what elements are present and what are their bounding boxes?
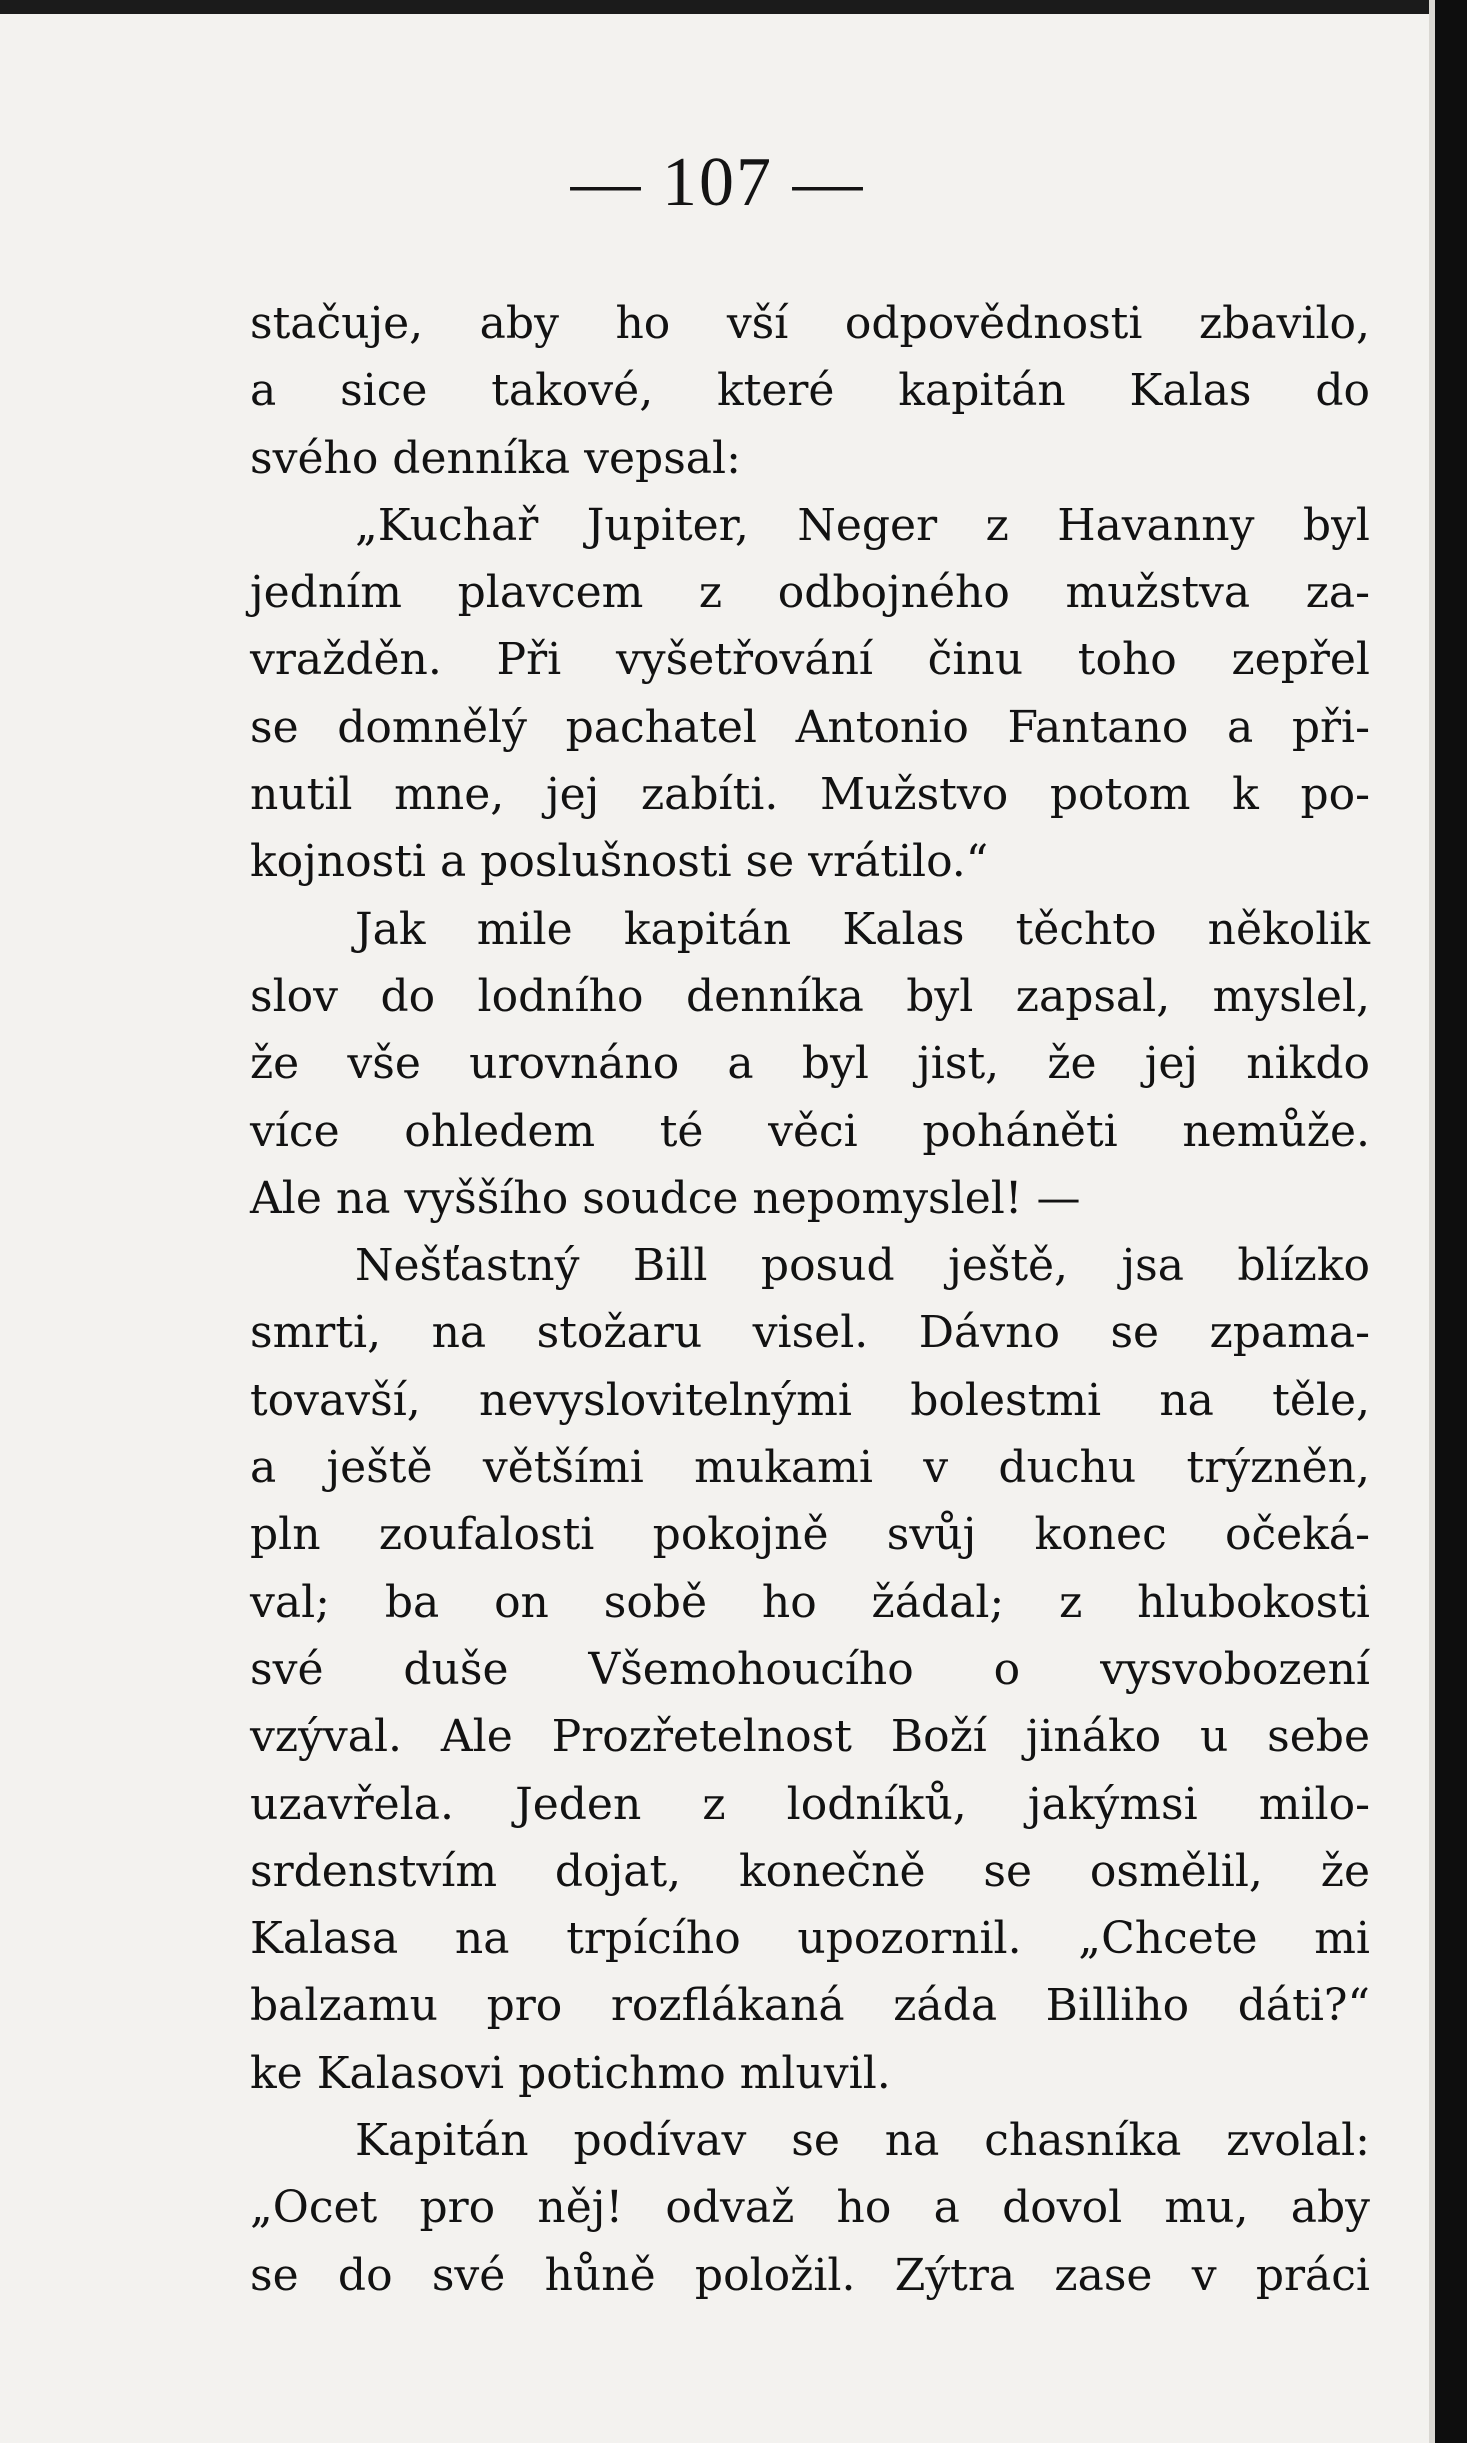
text-line: smrti, na stožaru visel. Dávno se zpama-	[250, 1307, 1370, 1359]
text-line: jedním plavcem z odbojného mužstva za-	[250, 567, 1370, 619]
text-line: „Ocet pro něj! odvaž ho a dovol mu, aby	[250, 2182, 1370, 2234]
text-line: se domnělý pachatel Antonio Fantano a při-	[250, 701, 1370, 753]
text-line: Kalasa na trpícího upozornil. „Chcete mi	[250, 1913, 1370, 1965]
text-line: svého denníka vepsal:	[250, 432, 741, 484]
text-line: se do své hůně položil. Zýtra zase v práci	[250, 2249, 1370, 2301]
page-number: — 107 —	[570, 144, 865, 221]
text-line: a sice takové, které kapitán Kalas do	[250, 365, 1370, 417]
text-line: více ohledem té věci poháněti nemůže.	[250, 1105, 1370, 1157]
text-line: Nešťastný Bill posud ještě, jsa blízko	[355, 1240, 1370, 1292]
text-line: vražděn. Při vyšetřování činu toho zepřel	[250, 634, 1370, 686]
text-line: Ale na vyššího soudce nepomyslel! —	[250, 1172, 1081, 1224]
text-line: Kapitán podívav se na chasníka zvolal:	[355, 2115, 1370, 2167]
text-line: a ještě většími mukami v duchu trýzněn,	[250, 1442, 1370, 1494]
text-line: slov do lodního denníka byl zapsal, myslel,	[250, 970, 1370, 1022]
text-line: nutil mne, jej zabíti. Mužstvo potom k po-	[250, 769, 1370, 821]
body-text	[250, 290, 1370, 2309]
text-line: tovavší, nevyslovitelnými bolestmi na těle,	[250, 1374, 1370, 1426]
text-line: vzýval. Ale Prozřetelnost Boží jináko u sebe	[250, 1711, 1370, 1763]
text-line: balzamu pro rozflákaná záda Billiho dáti?“	[250, 1980, 1370, 2032]
text-line: své duše Všemohoucího o vysvobození	[250, 1643, 1370, 1695]
text-line: Jak mile kapitán Kalas těchto několik	[355, 903, 1370, 955]
page-top-edge	[0, 0, 1435, 14]
text-line: kojnosti a poslušnosti se vrátilo.“	[250, 836, 989, 888]
text-line: uzavřela. Jeden z lodníků, jakýmsi milo-	[250, 1778, 1370, 1830]
text-line: ke Kalasovi potichmo mluvil.	[250, 2047, 891, 2099]
text-line: stačuje, aby ho vší odpovědnosti zbavilo,	[250, 298, 1370, 349]
text-line: srdenstvím dojat, konečně se osmělil, že	[250, 1845, 1370, 1897]
text-line: že vše urovnáno a byl jist, že jej nikdo	[250, 1038, 1370, 1090]
text-line: „Kuchař Jupiter, Neger z Havanny byl	[355, 499, 1370, 551]
page-right-edge	[1435, 0, 1467, 2443]
text-line: pln zoufalosti pokojně svůj konec očeká-	[250, 1509, 1370, 1561]
text-line: val; ba on sobě ho žádal; z hlubokosti	[250, 1576, 1370, 1628]
